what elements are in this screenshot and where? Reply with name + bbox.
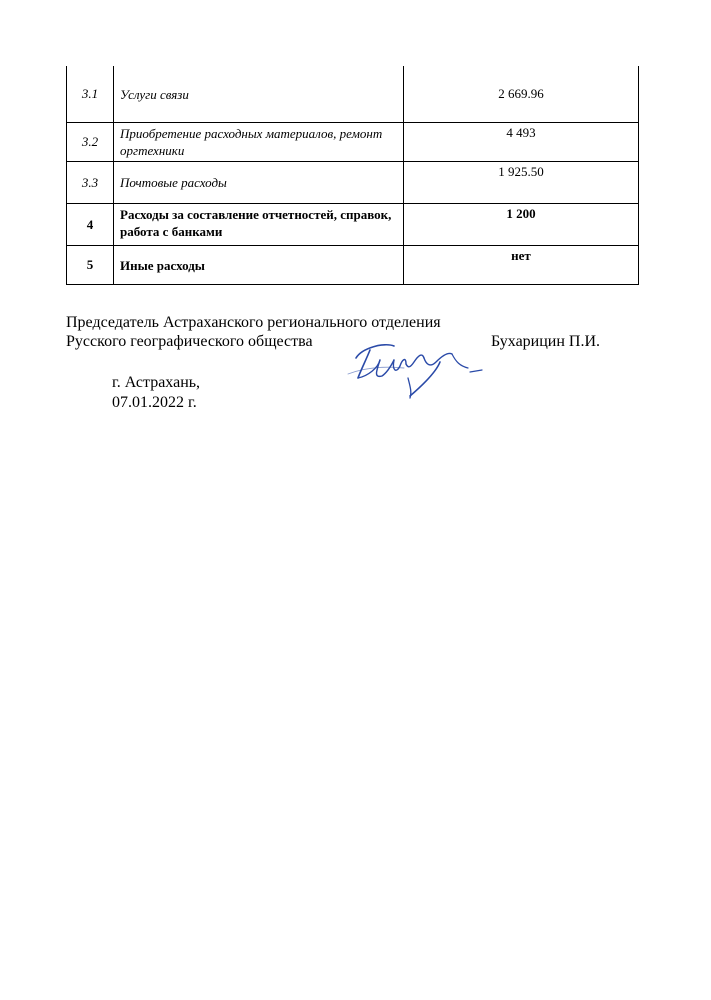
- table-row: [67, 66, 639, 123]
- row-number: 5: [67, 246, 114, 285]
- expense-value: 1 200: [404, 204, 639, 246]
- row-number: 3.1: [67, 66, 114, 123]
- expenses-table: [66, 66, 639, 285]
- row-number: 3.2: [67, 123, 114, 162]
- expense-value: 4 493: [404, 123, 639, 162]
- table-row: [67, 123, 639, 162]
- signer-name: Бухарицин П.И.: [491, 333, 601, 350]
- signer-position-line-2: Русского географического общества: [66, 333, 313, 350]
- table-row: [67, 246, 639, 285]
- expense-name: Приобретение расходных материалов, ремонт оргтехники: [114, 123, 404, 162]
- expense-value: 2 669.96: [404, 66, 639, 123]
- expense-name: Услуги связи: [114, 66, 404, 123]
- signer-position-line-1: Председатель Астраханского регионального отделения: [66, 314, 441, 331]
- expense-value: 1 925.50: [404, 162, 639, 204]
- expense-name: Иные расходы: [114, 246, 404, 285]
- row-number: 3.3: [67, 162, 114, 204]
- expense-name: Почтовые расходы: [114, 162, 404, 204]
- signature-icon: [344, 338, 486, 406]
- date: 07.01.2022 г.: [112, 394, 197, 411]
- row-number: 4: [67, 204, 114, 246]
- expense-name: Расходы за составление отчетностей, справок, работа с банками: [114, 204, 404, 246]
- table-row: [67, 162, 639, 204]
- city: г. Астрахань,: [112, 374, 201, 391]
- expense-value: нет: [404, 246, 639, 285]
- place-date: [112, 373, 200, 413]
- table-row: [67, 204, 639, 246]
